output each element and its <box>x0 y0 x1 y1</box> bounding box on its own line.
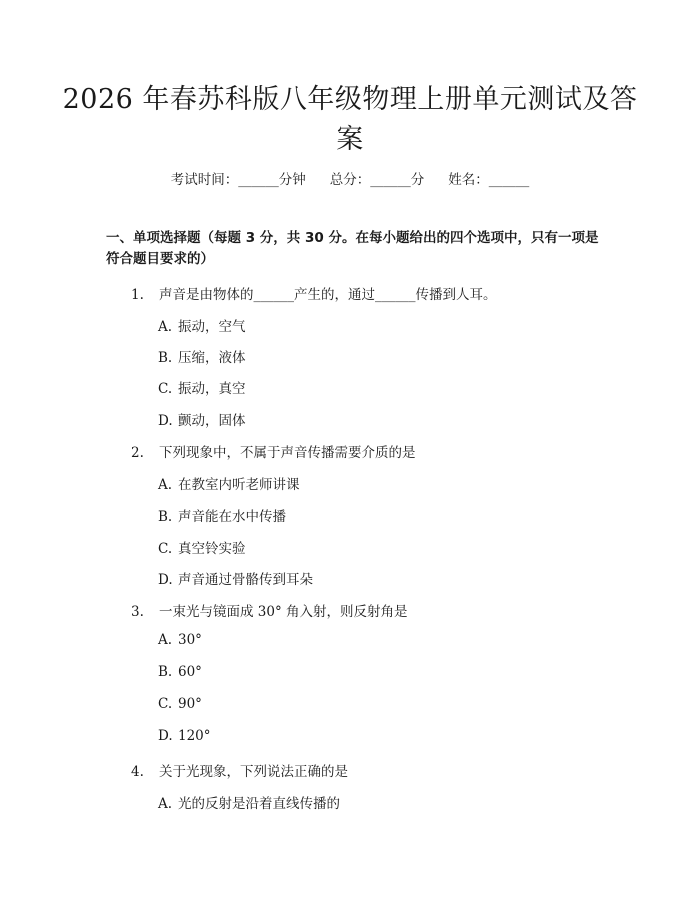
question-2 <box>131 441 416 461</box>
option-text: 30° <box>178 632 202 648</box>
option-text: 振动，真空 <box>178 381 246 397</box>
question-4 <box>131 760 348 780</box>
question-number: 3. <box>131 604 144 620</box>
question-1-option-b <box>158 346 246 366</box>
option-letter: C. <box>158 381 173 397</box>
exam-time-field: 考试时间：______分钟 <box>170 172 306 188</box>
question-3-option-b <box>158 664 202 680</box>
option-text: 120° <box>178 728 211 744</box>
question-1-option-a <box>158 315 246 335</box>
question-3-option-c <box>158 696 202 712</box>
question-2-option-c <box>158 537 246 557</box>
option-letter: A. <box>158 632 173 648</box>
question-text: 一束光与镜面成 30° 角入射，则反射角是 <box>159 604 408 620</box>
document-title: 2026 年春苏科版八年级物理上册单元测试及答案 <box>62 84 638 155</box>
question-2-option-b <box>158 505 286 525</box>
question-number: 1. <box>131 287 144 303</box>
question-4-option-a <box>158 792 340 812</box>
option-letter: C. <box>158 696 173 712</box>
question-3 <box>131 600 408 620</box>
option-text: 颤动，固体 <box>178 413 246 429</box>
option-letter: B. <box>158 509 173 525</box>
option-letter: A. <box>158 319 173 335</box>
option-letter: D. <box>158 413 173 429</box>
option-text: 声音通过骨骼传到耳朵 <box>178 572 313 588</box>
option-letter: B. <box>158 350 173 366</box>
question-1-option-c <box>158 377 246 397</box>
question-2-option-a <box>158 473 300 493</box>
question-number: 4. <box>131 764 144 780</box>
option-letter: D. <box>158 728 173 744</box>
question-text: 声音是由物体的______产生的，通过______传播到人耳。 <box>159 287 497 303</box>
option-letter: A. <box>158 796 173 812</box>
option-text: 光的反射是沿着直线传播的 <box>178 796 340 812</box>
option-text: 60° <box>178 664 202 680</box>
option-text: 90° <box>178 696 202 712</box>
option-letter: C. <box>158 541 173 557</box>
section-heading: 一、单项选择题（每题 3 分，共 30 分。在每小题给出的四个选项中，只有一项是符合题目要求的） <box>106 230 599 267</box>
option-text: 在教室内听老师讲课 <box>178 477 300 493</box>
student-name-field: 姓名：______ <box>448 172 530 188</box>
question-1 <box>131 283 497 303</box>
question-number: 2. <box>131 445 144 461</box>
question-text: 关于光现象，下列说法正确的是 <box>159 764 348 780</box>
option-text: 声音能在水中传播 <box>178 509 286 525</box>
total-score-field: 总分：______分 <box>329 172 425 188</box>
exam-meta-line <box>0 168 700 188</box>
question-3-option-d <box>158 728 211 744</box>
option-text: 振动，空气 <box>178 319 246 335</box>
option-text: 真空铃实验 <box>178 541 246 557</box>
question-3-option-a <box>158 632 202 648</box>
option-letter: D. <box>158 572 173 588</box>
question-1-option-d <box>158 409 246 429</box>
option-letter: A. <box>158 477 173 493</box>
question-text: 下列现象中，不属于声音传播需要介质的是 <box>159 445 416 461</box>
question-2-option-d <box>158 568 313 588</box>
option-text: 压缩，液体 <box>178 350 246 366</box>
option-letter: B. <box>158 664 173 680</box>
